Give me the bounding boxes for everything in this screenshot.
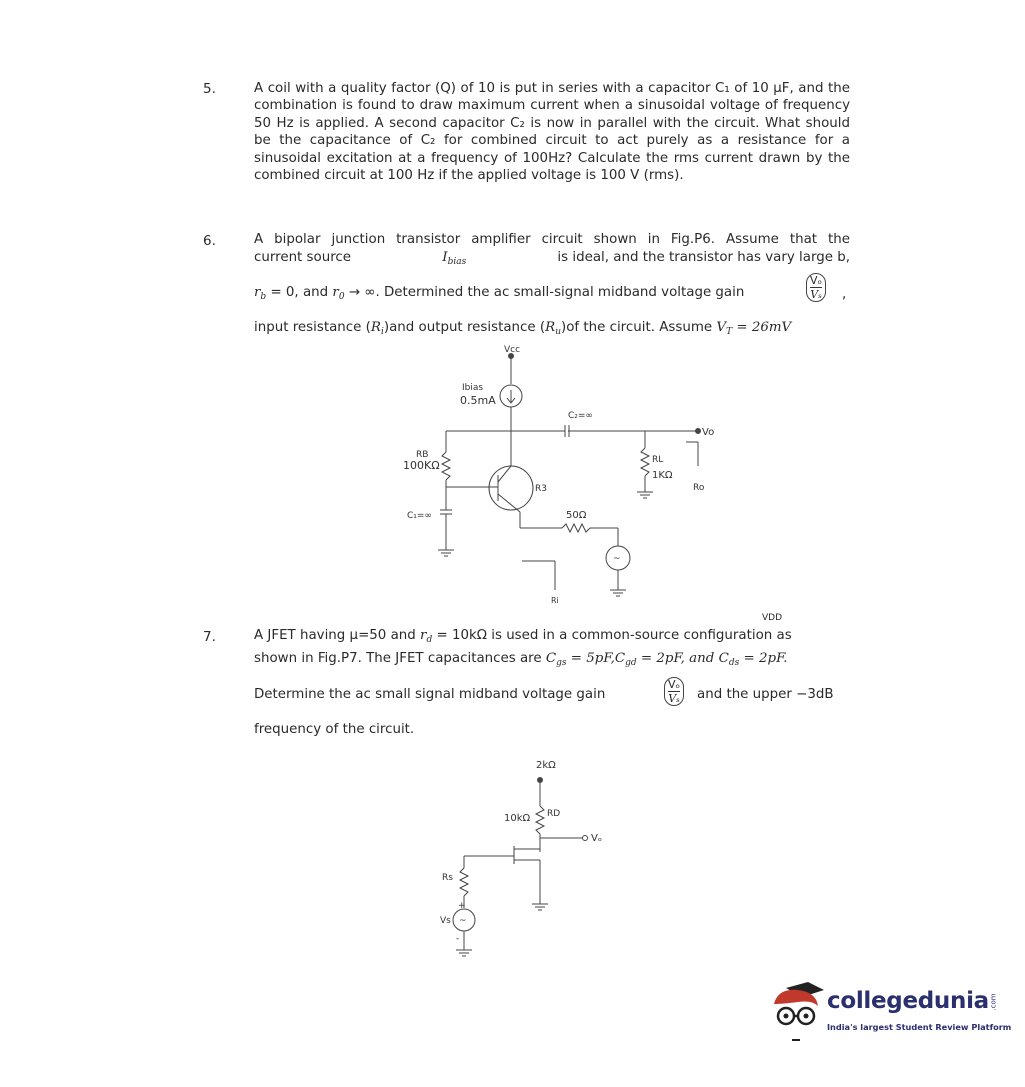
vo-label: Vo	[702, 427, 715, 438]
ro-label: Ro	[693, 483, 705, 493]
question-number-5: 5.	[203, 81, 216, 97]
vdd-node	[538, 778, 543, 783]
question-7-line-3b: and the upper −3dB	[697, 687, 834, 702]
question-6-line-4: input resistance $(R_i)and$ output resistance $(R_u)of$ the circuit. Assume $V_T = 26mV$	[254, 320, 792, 337]
c1-label: C₁=∞	[407, 511, 432, 521]
ibias-symbol: $I_{bias}$	[442, 250, 467, 267]
q6-gain-comma: ,	[842, 287, 847, 302]
rd-label: RD	[547, 809, 561, 819]
bjt-transistor-icon	[489, 466, 533, 510]
q6-gain-fraction: $\frac{\text{Vₒ}}{\text{Vₛ}}$	[806, 273, 826, 302]
jfet-amplifier-circuit	[420, 750, 650, 970]
question-6-line-3: $r_b = 0$, and $r_0$ → ∞. Determined the ac small-signal midband voltage gain	[254, 285, 745, 302]
vdd-label: VDD	[762, 613, 783, 623]
r50-label: 50Ω	[566, 510, 587, 521]
question-7-line-1: A JFET having μ=50 and $r_d = 10k\Omega$ is used in a common-source configuration as	[254, 628, 792, 645]
c2-label: C₂=∞	[568, 411, 593, 421]
ibias-label: Ibias	[462, 383, 484, 393]
question-7-line-2: shown in Fig.P7. The JFET capacitances are $C_{gs} = 5pF,C_{gd} = 2pF$, and $C_{ds} = 2pF$.	[254, 651, 788, 668]
question-7-line-3a: Determine the ac small signal midband voltage gain	[254, 687, 606, 702]
logo-tagline: India's largest Student Review Platform	[827, 1022, 1012, 1032]
logo-wordmark: collegedunia	[827, 988, 989, 1014]
q6-line2-b: is ideal, and the transistor has vary large b,	[557, 250, 850, 265]
ibias-value: 0.5mA	[460, 394, 496, 407]
vs-label: Vs	[440, 916, 451, 926]
collegedunia-logo	[768, 980, 1012, 1050]
question-number-7: 7.	[203, 629, 216, 645]
logo-domain-suffix: .com	[989, 993, 998, 1011]
rs-label: Rs	[442, 873, 453, 883]
ri-label: Ri	[551, 596, 559, 605]
r10k-label: 10kΩ	[504, 813, 531, 824]
rl-label: RL	[652, 455, 664, 465]
vcc-label: Vcc	[504, 345, 521, 355]
rb-value: 100KΩ	[403, 459, 440, 472]
plus-sign: +	[458, 901, 466, 911]
question-6-line-1: A bipolar junction transistor amplifier circuit shown in Fig.P6. Assume that the	[254, 232, 850, 247]
minus-sign: -	[456, 934, 460, 944]
question-5-text: A coil with a quality factor (Q) of 10 is put in series with a capacitor C₁ of 10 μF, and the combination is found to draw maximum current when a sinusoidal voltage of frequency 50 Hz is applied. A second capacitor C₂ is now in parallel with the circuit. What should be the capacitance of C₂ for combined circuit to act purely as a resistance for a sinusoidal excitation at a frequency of 100Hz? Calculate the rms current drawn by the combined circuit at 100 Hz if the applied voltage is 100 V (rms).	[254, 81, 850, 184]
rb-symbol: r	[254, 285, 261, 300]
question-number-6: 6.	[203, 233, 216, 249]
rl-value: 1KΩ	[652, 470, 673, 481]
q7-gain-fraction: $\frac{\text{Vₒ}}{\text{Vₛ}}$	[664, 677, 684, 706]
r3-label: R3	[535, 484, 547, 494]
r2k-label: 2kΩ	[536, 760, 556, 771]
ro-symbol: r	[332, 285, 339, 300]
mascot-icon	[768, 980, 826, 1046]
q6-line2-a: current source	[254, 250, 352, 265]
rb-label: RB	[416, 450, 429, 460]
question-6-line-2	[254, 250, 850, 267]
vs-tilde: ~	[459, 916, 467, 926]
source-tilde: ~	[613, 554, 621, 564]
vo-label-p7: Vₒ	[591, 833, 602, 844]
bjt-amplifier-circuit	[380, 340, 740, 610]
question-7-line-4: frequency of the circuit.	[254, 722, 415, 737]
